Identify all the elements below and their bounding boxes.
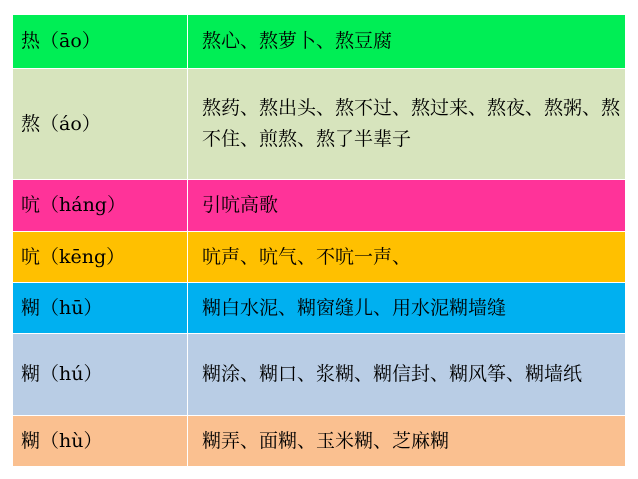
table-row <box>13 283 626 334</box>
polyphone-table <box>12 14 626 467</box>
pronunciation-table-slide <box>12 14 626 466</box>
example-words-cell: 熬药、熬出头、熬不过、熬过来、熬夜、熬粥、熬不住、煎熬、熬了半辈子 <box>188 69 626 180</box>
table-row <box>13 416 626 467</box>
character-pronunciation-cell: 吭（kēng） <box>13 232 188 283</box>
character-pronunciation-cell: 熬（áo） <box>13 69 188 180</box>
table-row <box>13 334 626 416</box>
character-pronunciation-cell: 糊（hù） <box>13 416 188 467</box>
example-words-cell: 糊涂、糊口、浆糊、糊信封、糊风筝、糊墙纸 <box>188 334 626 416</box>
example-words-cell: 吭声、吭气、不吭一声、 <box>188 232 626 283</box>
example-words-cell: 熬心、熬萝卜、熬豆腐 <box>188 15 626 69</box>
example-words-cell: 引吭高歌 <box>188 180 626 232</box>
character-pronunciation-cell: 吭（háng） <box>13 180 188 232</box>
character-pronunciation-cell: 糊（hū） <box>13 283 188 334</box>
example-words-cell: 糊弄、面糊、玉米糊、芝麻糊 <box>188 416 626 467</box>
table-row <box>13 180 626 232</box>
table-row <box>13 232 626 283</box>
character-pronunciation-cell: 糊（hú） <box>13 334 188 416</box>
table-row <box>13 15 626 69</box>
table-row <box>13 69 626 180</box>
character-pronunciation-cell: 热（āo） <box>13 15 188 69</box>
example-words-cell: 糊白水泥、糊窗缝儿、用水泥糊墙缝 <box>188 283 626 334</box>
